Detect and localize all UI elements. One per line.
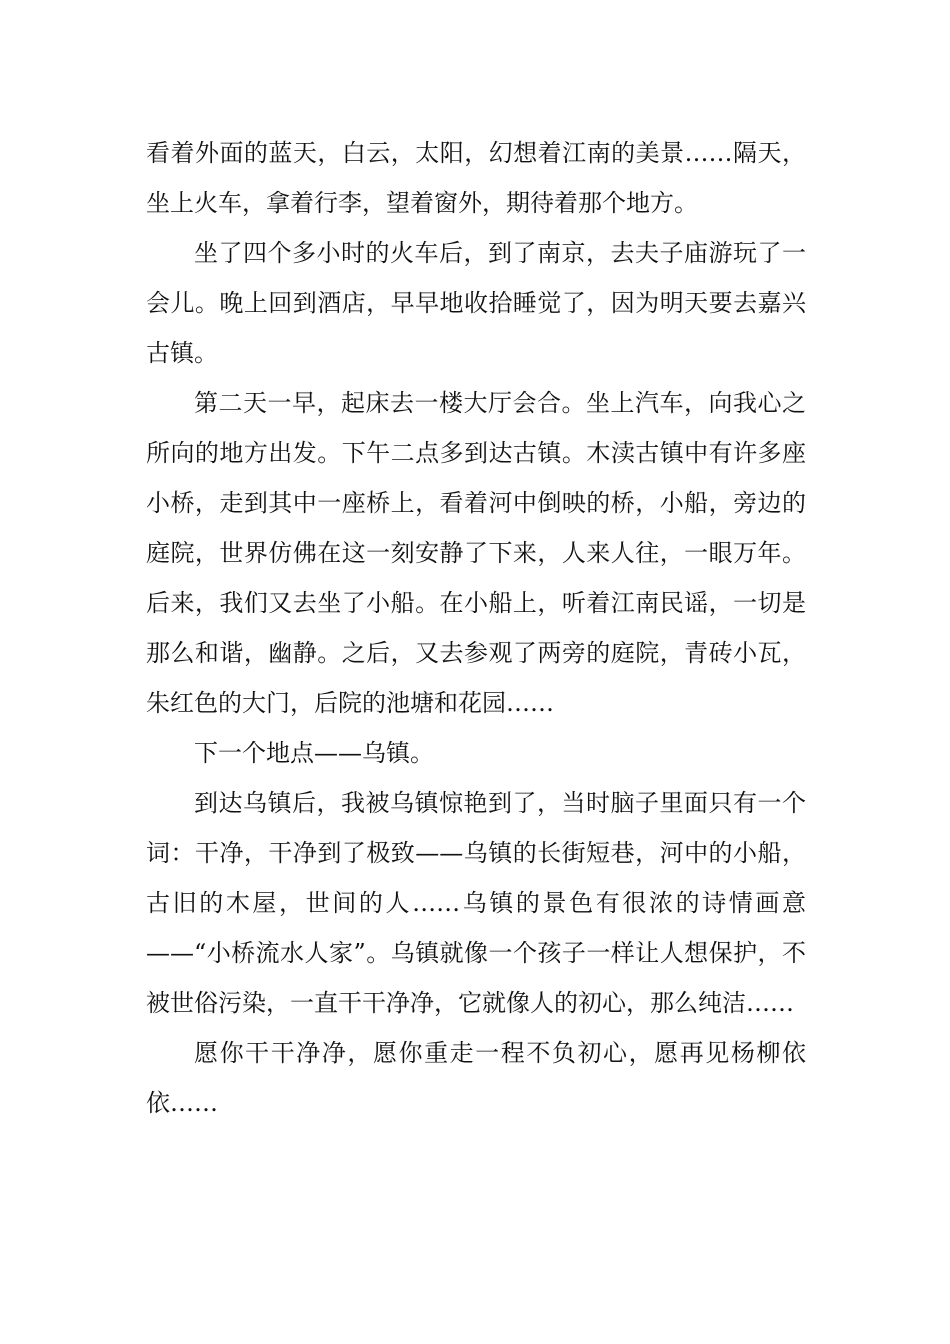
paragraph-4: 下一个地点——乌镇。	[194, 739, 434, 767]
paragraph-3: 第二天一早，起床去一楼大厅会合。坐上汽车，向我心之所向的地方出发。下午二点多到达古镇。木渎古镇中有许多座小桥，走到其中一座桥上，看着河中倒映的桥，小船，旁边的庭院，世界仿佛在这一刻安静了下来，人来人往，一眼万年。后来，我们又去坐了小船。在小船上，听着江南民谣，一切是那么和谐，幽静。之后，又去参观了两旁的庭院，青砖小瓦，朱红色的大门，后院的池塘和花园……	[146, 389, 806, 717]
paragraph-5: 到达乌镇后，我被乌镇惊艳到了，当时脑子里面只有一个词：干净，干净到了极致——乌镇的长街短巷，河中的小船，古旧的木屋，世间的人……乌镇的景色有很浓的诗情画意——“小桥流水人家”。乌镇就像一个孩子一样让人想保护，不被世俗污染，一直干干净净，它就像人的初心，那么纯洁……	[146, 789, 806, 1017]
paragraph-6: 愿你干干净净，愿你重走一程不负初心，愿再见杨柳依依……	[146, 1039, 806, 1117]
paragraph-1: 看着外面的蓝天，白云，太阳，幻想着江南的美景……隔天，坐上火车，拿着行李，望着窗外，期待着那个地方。	[146, 139, 806, 217]
document-page	[146, 128, 806, 1128]
paragraph-2: 坐了四个多小时的火车后，到了南京，去夫子庙游玩了一会儿。晚上回到酒店，早早地收拾睡觉了，因为明天要去嘉兴古镇。	[146, 239, 806, 367]
